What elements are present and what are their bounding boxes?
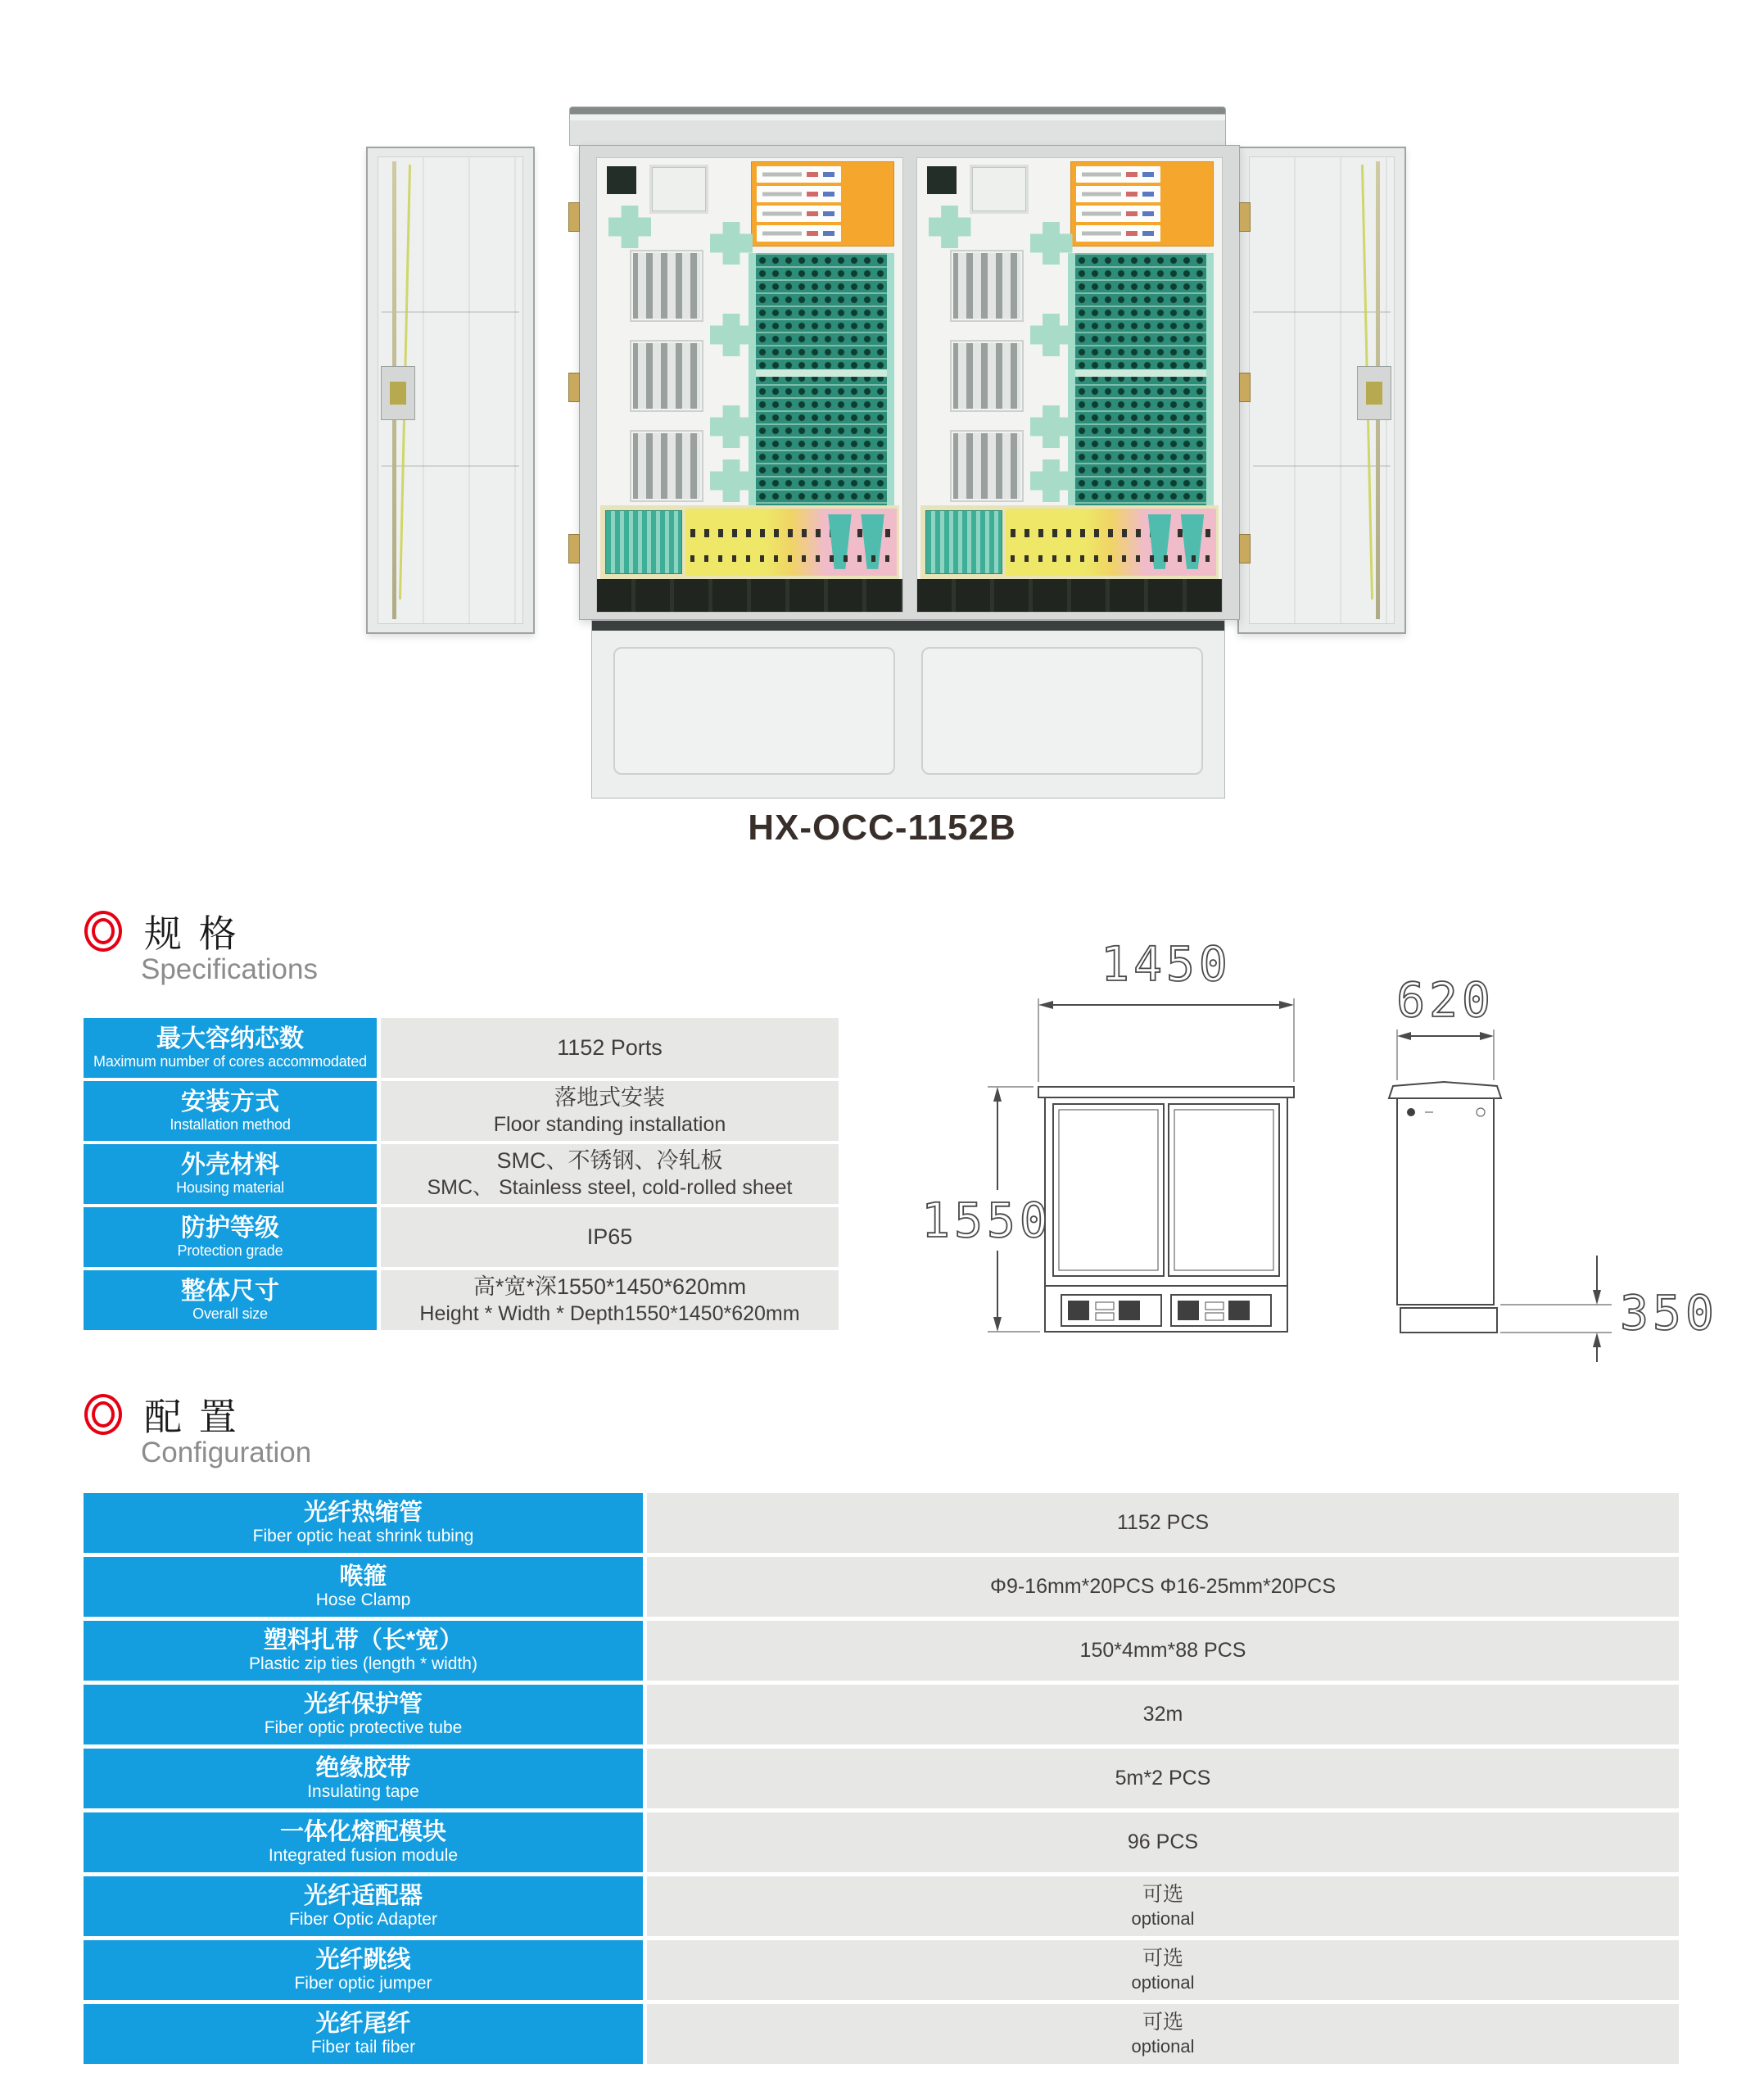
label-zh: 塑料扎带（长*宽）: [263, 1627, 464, 1654]
cable-area: [597, 579, 902, 612]
teal-rib-module: [605, 510, 682, 574]
value-line-1: 5m*2 PCS: [1115, 1766, 1211, 1790]
tray-label-strip: [1076, 206, 1160, 222]
row-label-cell: [84, 1270, 377, 1330]
cross-bracket: [710, 459, 753, 502]
funnel-splitter: [1146, 514, 1174, 569]
table-row: [84, 1081, 839, 1141]
label-zh: 外壳材料: [181, 1151, 279, 1179]
junction-box: [970, 165, 1029, 214]
splice-tray-stack: [1070, 161, 1214, 247]
door-latch: [1357, 366, 1391, 420]
table-row: [84, 1557, 1679, 1617]
cross-bracket: [929, 206, 971, 248]
table-row: [84, 1621, 1679, 1681]
row-label-cell: [84, 2004, 643, 2064]
row-value-cell: [381, 1207, 839, 1267]
splice-tray-stack: [751, 161, 894, 247]
patch-panel: [685, 509, 897, 576]
table-row: [84, 1270, 839, 1330]
table-row: [84, 1940, 1679, 2000]
value-line-1: 可选: [1142, 1947, 1183, 1971]
table-row: [84, 1749, 1679, 1808]
dim-front-width-label: 1450: [1101, 938, 1232, 992]
door-right: [1237, 147, 1406, 634]
funnel-splitter: [826, 514, 854, 569]
row-label-cell: [84, 1557, 643, 1617]
louver-module: [950, 250, 1024, 322]
hinge: [568, 202, 580, 232]
label-zh: 光纤跳线: [315, 1946, 411, 1973]
cable-area: [917, 579, 1223, 612]
cross-bracket: [1030, 459, 1073, 502]
hinge: [568, 373, 580, 402]
dimension-drawing: [909, 938, 1728, 1364]
funnel-splitter: [859, 514, 887, 569]
cross-bracket: [710, 314, 753, 356]
louver-module: [950, 430, 1024, 502]
base-inset: [921, 647, 1203, 775]
row-value-cell: [381, 1081, 839, 1141]
label-zh: 最大容纳芯数: [156, 1025, 304, 1052]
louver-module: [630, 340, 703, 412]
label-zh: 喉箍: [339, 1563, 387, 1590]
row-label-cell: [84, 1749, 643, 1808]
config-table: [84, 1493, 1679, 2068]
louver-module: [630, 250, 703, 322]
row-value-cell: [381, 1270, 839, 1330]
louver-module: [950, 340, 1024, 412]
table-row: [84, 1876, 1679, 1936]
value-line-1: 96 PCS: [1127, 1830, 1199, 1853]
label-en: Overall size: [192, 1305, 268, 1323]
cross-bracket: [1030, 314, 1073, 356]
cross-bracket: [710, 405, 753, 448]
adapter-field: [1068, 253, 1214, 505]
row-value-cell: [647, 1940, 1679, 2000]
value-line-1: 1152 Ports: [557, 1034, 663, 1060]
label-en: Fiber optic jumper: [294, 1974, 432, 1993]
cross-bracket: [710, 222, 753, 265]
value-line-1: 150*4mm*88 PCS: [1079, 1638, 1246, 1662]
row-value-cell: [647, 1876, 1679, 1936]
label-en: Hose Clamp: [315, 1591, 411, 1610]
row-value-cell: [381, 1018, 839, 1078]
table-row: [84, 1207, 839, 1267]
table-row: [84, 1018, 839, 1078]
row-label-cell: [84, 1940, 643, 2000]
tray-label-strip: [1076, 225, 1160, 242]
row-label-cell: [84, 1018, 377, 1078]
label-zh: 绝缘胶带: [315, 1754, 411, 1781]
row-label-cell: [84, 1144, 377, 1204]
bay: [596, 157, 903, 613]
door-latch: [381, 366, 415, 420]
red-circles-icon: [84, 911, 122, 952]
hinge: [1239, 373, 1251, 402]
row-value-cell: [647, 1621, 1679, 1681]
row-label-cell: [84, 1081, 377, 1141]
cabinet-body: [579, 145, 1240, 620]
label-en: Fiber tail fiber: [310, 2038, 416, 2057]
row-value-cell: [647, 1493, 1679, 1553]
tray-label-strip: [757, 225, 841, 242]
label-en: Fiber optic heat shrink tubing: [252, 1527, 474, 1546]
value-line-1: SMC、不锈钢、冷轧板: [496, 1148, 723, 1173]
model-title: HX-OCC-1152B: [748, 808, 1016, 848]
label-zh: 安装方式: [181, 1088, 279, 1115]
bay-dark-box: [607, 166, 636, 194]
door-left: [366, 147, 535, 634]
table-row: [84, 1812, 1679, 1872]
row-label-cell: [84, 1812, 643, 1872]
value-line-1: Φ9-16mm*20PCS Φ16-25mm*20PCS: [990, 1574, 1336, 1598]
section-title-configuration-zh: 配 置: [144, 1396, 240, 1438]
label-en: Installation method: [170, 1116, 291, 1134]
label-zh: 光纤保护管: [303, 1690, 423, 1717]
label-en: Protection grade: [177, 1242, 283, 1260]
value-line-1: 32m: [1142, 1702, 1183, 1726]
row-label-cell: [84, 1621, 643, 1681]
label-en: Integrated fusion module: [268, 1846, 459, 1866]
row-value-cell: [647, 1557, 1679, 1617]
section-title-configuration-en: Configuration: [141, 1437, 312, 1468]
table-row: [84, 1493, 1679, 1553]
label-en: Fiber optic protective tube: [264, 1718, 463, 1738]
cross-bracket: [608, 206, 651, 248]
row-value-cell: [647, 2004, 1679, 2064]
value-line-2: optional: [1131, 2036, 1195, 2057]
tray-label-strip: [757, 206, 841, 222]
value-line-1: 可选: [1142, 2011, 1183, 2034]
row-value-cell: [647, 1749, 1679, 1808]
adapter-field: [749, 253, 894, 505]
label-en: Fiber Optic Adapter: [289, 1910, 437, 1930]
hinge: [1239, 202, 1251, 232]
value-line-2: Floor standing installation: [493, 1112, 726, 1136]
cross-bracket: [1030, 405, 1073, 448]
label-zh: 光纤热缩管: [303, 1499, 423, 1526]
value-line-1: 落地式安装: [554, 1085, 665, 1110]
row-value-cell: [647, 1685, 1679, 1744]
section-title-specifications-zh: 规 格: [144, 912, 240, 955]
value-line-1: IP65: [586, 1224, 633, 1249]
value-line-1: 高*宽*深1550*1450*620mm: [473, 1274, 747, 1299]
value-line-2: optional: [1131, 1972, 1195, 1993]
tray-label-strip: [1076, 166, 1160, 183]
cross-bracket: [1030, 222, 1073, 265]
cabinet-base: [591, 620, 1225, 799]
label-zh: 一体化熔配模块: [279, 1818, 446, 1845]
label-zh: 防护等级: [181, 1214, 279, 1242]
row-label-cell: [84, 1493, 643, 1553]
label-en: Housing material: [176, 1179, 284, 1197]
junction-box: [649, 165, 708, 214]
dim-side-depth-label: 620: [1396, 972, 1495, 1028]
row-label-cell: [84, 1685, 643, 1744]
door-seam: [382, 311, 519, 313]
bay: [916, 157, 1223, 613]
bottom-patch-strip: [920, 505, 1219, 579]
louver-module: [630, 430, 703, 502]
teal-rib-module: [925, 510, 1002, 574]
row-label-cell: [84, 1207, 377, 1267]
door-seam: [1253, 311, 1391, 313]
value-line-2: optional: [1131, 1908, 1195, 1930]
patch-panel: [1006, 509, 1217, 576]
hinge: [1239, 534, 1251, 563]
table-row: [84, 1144, 839, 1204]
dim-front-height-label: 1550: [921, 1192, 1052, 1248]
value-line-1: 可选: [1142, 1883, 1183, 1907]
spec-table: [84, 1018, 839, 1333]
value-line-1: 1152 PCS: [1116, 1510, 1210, 1534]
label-zh: 光纤尾纤: [315, 2010, 411, 2037]
product-photo: [358, 78, 1406, 803]
label-en: Plastic zip ties (length * width): [249, 1654, 477, 1674]
table-row: [84, 1685, 1679, 1744]
bay-dark-box: [927, 166, 957, 194]
funnel-splitter: [1178, 514, 1206, 569]
red-circles-icon: [84, 1394, 122, 1435]
row-label-cell: [84, 1876, 643, 1936]
row-value-cell: [381, 1144, 839, 1204]
tray-label-strip: [757, 166, 841, 183]
bays: [590, 157, 1229, 613]
section-title-specifications-en: Specifications: [141, 953, 318, 985]
value-line-2: Height * Width * Depth1550*1450*620mm: [419, 1301, 800, 1325]
base-inset: [613, 647, 895, 775]
label-en: Maximum number of cores accommodated: [93, 1053, 367, 1070]
dim-base-height-label: 350: [1620, 1285, 1718, 1341]
row-value-cell: [647, 1812, 1679, 1872]
value-line-2: SMC、 Stainless steel, cold-rolled sheet: [427, 1175, 793, 1199]
bottom-patch-strip: [600, 505, 899, 579]
table-row: [84, 2004, 1679, 2064]
label-en: Insulating tape: [307, 1782, 419, 1802]
label-zh: 整体尺寸: [181, 1277, 279, 1305]
tray-label-strip: [757, 186, 841, 202]
hinge: [568, 534, 580, 563]
label-zh: 光纤适配器: [303, 1882, 423, 1909]
cabinet-top-cap: [569, 106, 1226, 146]
tray-label-strip: [1076, 186, 1160, 202]
